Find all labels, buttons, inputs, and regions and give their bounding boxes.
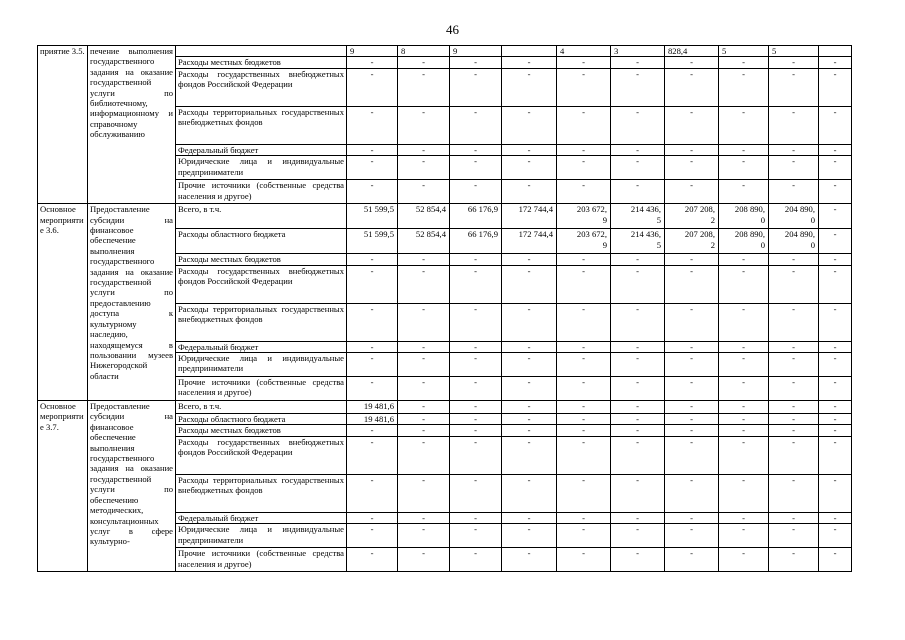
value-dash: - [347,524,398,548]
value-dash: - [769,156,819,180]
value-dash: - [769,265,819,303]
value-dash: - [398,512,450,523]
value-dash: - [450,156,502,180]
value-dash: - [347,548,398,572]
value-dash: - [557,548,611,572]
value-dash: - [557,524,611,548]
value-dash: - [347,303,398,341]
value-cell: 208 890, 0 [719,204,769,229]
value-dash: - [450,548,502,572]
value-dash: - [819,156,852,180]
value-dash: - [769,68,819,106]
value-dash: - [665,341,719,352]
funding-source: Расходы государственных внебюджетных фондов Российской Федерации [176,436,347,474]
value-dash: - [557,303,611,341]
value-dash: - [769,401,819,414]
value-dash: - [398,265,450,303]
value-dash: - [347,254,398,265]
value-dash: - [665,106,719,144]
value-dash: - [665,474,719,512]
value-dash: - [557,425,611,436]
page-number: 46 [446,22,459,37]
value-dash: - [502,303,557,341]
value-dash: - [450,377,502,401]
value-dash: - [611,180,665,204]
value-dash: - [502,425,557,436]
event-description: Предоставление субсидии на финансовое обеспечение выполнения государственного задания на оказание государственной услуги по обеспечению методических, консультационных услуг в сфере культурно- [88,401,176,572]
value-dash: - [347,341,398,352]
value-cell: 214 436, 5 [611,204,665,229]
value-cell: 828,4 [665,46,719,57]
value-cell: 52 854,4 [398,204,450,229]
funding-source: Расходы государственных внебюджетных фондов Российской Федерации [176,68,347,106]
value-dash: - [819,548,852,572]
value-dash: - [557,377,611,401]
value-dash: - [769,303,819,341]
value-dash: - [719,436,769,474]
value-dash: - [611,68,665,106]
value-dash: - [502,180,557,204]
value-dash: - [502,474,557,512]
value-dash: - [665,414,719,425]
funding-source: Федеральный бюджет [176,144,347,155]
value-dash: - [611,425,665,436]
value-dash: - [398,353,450,377]
value-dash: - [398,377,450,401]
value-dash [502,46,557,57]
funding-source: Расходы областного бюджета [176,229,347,254]
value-dash: - [347,353,398,377]
value-dash: - [665,180,719,204]
value-dash: - [557,180,611,204]
value-dash: - [398,414,450,425]
value-dash: - [769,512,819,523]
value-dash: - [398,180,450,204]
event-description: Предоставление субсидии на финансовое обеспечение выполнения государственного задания на оказание государственной услуги по предоставлению доступа к культурному наследию, находящемуся в пользовании музеев Нижегородской области [88,204,176,401]
value-dash: - [665,548,719,572]
value-dash: - [665,156,719,180]
value-dash: - [719,414,769,425]
value-cell: 8 [398,46,450,57]
value-dash: - [819,353,852,377]
value-cell: 5 [719,46,769,57]
value-dash: - [557,156,611,180]
funding-source: Юридические лица и индивидуальные предприниматели [176,353,347,377]
funding-source: Прочие источники (собственные средства населения и другое) [176,548,347,572]
funding-source: Федеральный бюджет [176,512,347,523]
value-dash: - [665,425,719,436]
value-dash: - [450,265,502,303]
funding-source: Расходы территориальных государственных внебюджетных фондов [176,474,347,512]
value-dash: - [502,341,557,352]
value-dash: - [398,68,450,106]
value-dash: - [502,68,557,106]
value-dash: - [347,265,398,303]
value-dash: - [769,144,819,155]
value-dash: - [665,353,719,377]
value-dash: - [502,156,557,180]
value-dash: - [665,303,719,341]
funding-source: Расходы территориальных государственных внебюджетных фондов [176,106,347,144]
value-dash: - [719,401,769,414]
value-dash: - [665,144,719,155]
value-dash: - [819,341,852,352]
value-dash: - [819,144,852,155]
value-dash: - [611,144,665,155]
value-dash: - [557,106,611,144]
value-dash: - [398,474,450,512]
value-dash: - [450,401,502,414]
value-dash: - [611,57,665,68]
value-dash: - [719,68,769,106]
event-label: приятие 3.5. [38,46,88,204]
event-label: Основное мероприятие 3.7. [38,401,88,572]
funding-source: Прочие источники (собственные средства населения и другое) [176,377,347,401]
value-dash: - [502,144,557,155]
value-dash: - [665,68,719,106]
value-cell: 9 [347,46,398,57]
value-dash: - [557,414,611,425]
value-dash: - [347,474,398,512]
value-dash: - [611,512,665,523]
value-dash: - [502,414,557,425]
value-dash: - [502,254,557,265]
funding-source: Всего, в т.ч. [176,204,347,229]
value-dash: - [769,254,819,265]
value-dash: - [719,524,769,548]
value-cell: 52 854,4 [398,229,450,254]
funding-source: Юридические лица и индивидуальные предприниматели [176,524,347,548]
value-dash: - [450,512,502,523]
value-dash: - [665,436,719,474]
value-dash: - [665,57,719,68]
value-dash: - [557,341,611,352]
funding-source: Расходы территориальных государственных внебюджетных фондов [176,303,347,341]
value-dash: - [719,377,769,401]
value-dash: - [398,144,450,155]
value-dash: - [611,524,665,548]
value-dash: - [347,512,398,523]
value-dash: - [769,425,819,436]
value-dash: - [502,524,557,548]
value-dash: - [347,106,398,144]
value-cell: 3 [611,46,665,57]
value-dash: - [719,57,769,68]
value-cell: 204 890, 0 [769,229,819,254]
value-dash: - [665,254,719,265]
value-dash: - [450,106,502,144]
value-dash: - [819,254,852,265]
value-dash: - [398,524,450,548]
value-dash: - [665,377,719,401]
value-dash: - [347,68,398,106]
value-dash: - [611,474,665,512]
value-cell: 203 672, 9 [557,229,611,254]
value-dash: - [398,436,450,474]
value-dash: - [719,353,769,377]
value-cell: 51 599,5 [347,204,398,229]
funding-source: Юридические лица и индивидуальные предприниматели [176,156,347,180]
value-cell: 203 672, 9 [557,204,611,229]
section-row-3.5 [38,46,852,57]
value-dash: - [450,414,502,425]
value-dash: - [769,548,819,572]
value-dash: - [450,180,502,204]
funding-source: Всего, в т.ч. [176,401,347,414]
value-dash: - [398,254,450,265]
value-dash: - [611,401,665,414]
value-dash: - [398,425,450,436]
value-dash: - [347,144,398,155]
value-dash: - [450,425,502,436]
funding-table [37,45,852,572]
value-dash: - [450,68,502,106]
value-dash: - [819,524,852,548]
value-dash: - [557,401,611,414]
value-dash: - [819,414,852,425]
value-dash: - [450,353,502,377]
funding-source: Расходы местных бюджетов [176,254,347,265]
value-dash: - [819,436,852,474]
value-dash: - [819,425,852,436]
value-dash: - [611,303,665,341]
event-description: печение выполнения государственного задания на оказание государственной услуги по библиотечному, информационному и справочному обслуживанию [88,46,176,204]
funding-source: Расходы местных бюджетов [176,425,347,436]
value-dash: - [557,57,611,68]
funding-source: Федеральный бюджет [176,341,347,352]
section-row-3.7 [38,401,852,414]
value-dash: - [502,377,557,401]
value-dash: - [502,265,557,303]
value-dash: - [611,106,665,144]
value-dash: - [347,377,398,401]
value-dash: - [398,341,450,352]
value-dash: - [819,57,852,68]
value-cell: 51 599,5 [347,229,398,254]
value-dash: - [450,57,502,68]
value-dash: - [611,377,665,401]
value-cell: 204 890, 0 [769,204,819,229]
value-dash: - [819,68,852,106]
value-dash: - [398,303,450,341]
value-dash: - [769,180,819,204]
value-dash: - [450,436,502,474]
value-dash: - [347,425,398,436]
value-dash: - [719,303,769,341]
value-dash: - [611,548,665,572]
value-dash: - [450,303,502,341]
value-dash: - [665,401,719,414]
value-cell: 207 208, 2 [665,229,719,254]
value-dash: - [819,265,852,303]
value-cell: 214 436, 5 [611,229,665,254]
value-dash: - [819,106,852,144]
value-dash: - [719,106,769,144]
value-dash: - [719,156,769,180]
value-cell: 66 176,9 [450,204,502,229]
value-dash: - [347,180,398,204]
value-cell: 208 890, 0 [719,229,769,254]
funding-source: Расходы областного бюджета [176,414,347,425]
value-cell: 5 [769,46,819,57]
value-dash: - [819,377,852,401]
value-dash: - [819,180,852,204]
value-dash [819,46,852,57]
value-dash: - [557,436,611,474]
section-row-3.6 [38,204,852,229]
value-cell: 4 [557,46,611,57]
value-dash: - [719,254,769,265]
value-dash: - [557,144,611,155]
value-dash: - [502,401,557,414]
value-cell: 9 [450,46,502,57]
value-dash: - [769,524,819,548]
value-dash: - [557,265,611,303]
value-dash: - [611,265,665,303]
value-cell: 207 208, 2 [665,204,719,229]
value-dash: - [719,180,769,204]
event-label: Основное мероприятие 3.6. [38,204,88,401]
value-dash: - [502,57,557,68]
value-dash: - [557,254,611,265]
value-dash: - [719,474,769,512]
value-dash: - [719,144,769,155]
value-dash: - [819,474,852,512]
value-dash: - [769,353,819,377]
value-dash: - [719,265,769,303]
value-dash: - [769,474,819,512]
value-dash: - [502,353,557,377]
value-dash: - [502,106,557,144]
value-dash: - [557,68,611,106]
value-dash: - [611,353,665,377]
value-dash: - [665,265,719,303]
value-dash: - [347,156,398,180]
value-dash: - [611,436,665,474]
value-dash: - [398,57,450,68]
value-dash: - [819,512,852,523]
value-dash: - [450,144,502,155]
value-cell: 172 744,4 [502,229,557,254]
value-dash: - [398,401,450,414]
value-cell: 19 481,6 [347,401,398,414]
value-dash: - [347,436,398,474]
value-dash: - [769,414,819,425]
value-dash: - [557,353,611,377]
value-cell: 19 481,6 [347,414,398,425]
value-dash: - [398,156,450,180]
value-dash: - [719,341,769,352]
value-dash: - [719,512,769,523]
funding-source: Расходы местных бюджетов [176,57,347,68]
value-dash: - [611,156,665,180]
value-dash: - [769,106,819,144]
value-cell: 66 176,9 [450,229,502,254]
value-cell: 172 744,4 [502,204,557,229]
value-dash: - [819,401,852,414]
value-dash: - [398,106,450,144]
funding-source: Расходы государственных внебюджетных фондов Российской Федерации [176,265,347,303]
value-dash: - [611,254,665,265]
value-dash: - [769,341,819,352]
value-dash: - [719,548,769,572]
value-dash: - [769,436,819,474]
value-dash: - [665,512,719,523]
value-dash: - [769,377,819,401]
value-dash: - [719,425,769,436]
value-dash: - [769,57,819,68]
value-dash: - [450,474,502,512]
value-dash: - [611,341,665,352]
value-dash: - [347,57,398,68]
source-cell-empty [176,46,347,57]
funding-source: Прочие источники (собственные средства населения и другое) [176,180,347,204]
value-dash: - [819,303,852,341]
value-dash: - [557,512,611,523]
value-dash: - [557,474,611,512]
value-dash: - [665,524,719,548]
value-dash: - [611,414,665,425]
value-dash: - [398,548,450,572]
value-dash: - [502,548,557,572]
value-dash: - [450,341,502,352]
value-dash: - [502,436,557,474]
value-dash: - [502,512,557,523]
value-dash: - [819,229,852,254]
value-dash: - [819,204,852,229]
value-dash: - [450,254,502,265]
value-dash: - [450,524,502,548]
